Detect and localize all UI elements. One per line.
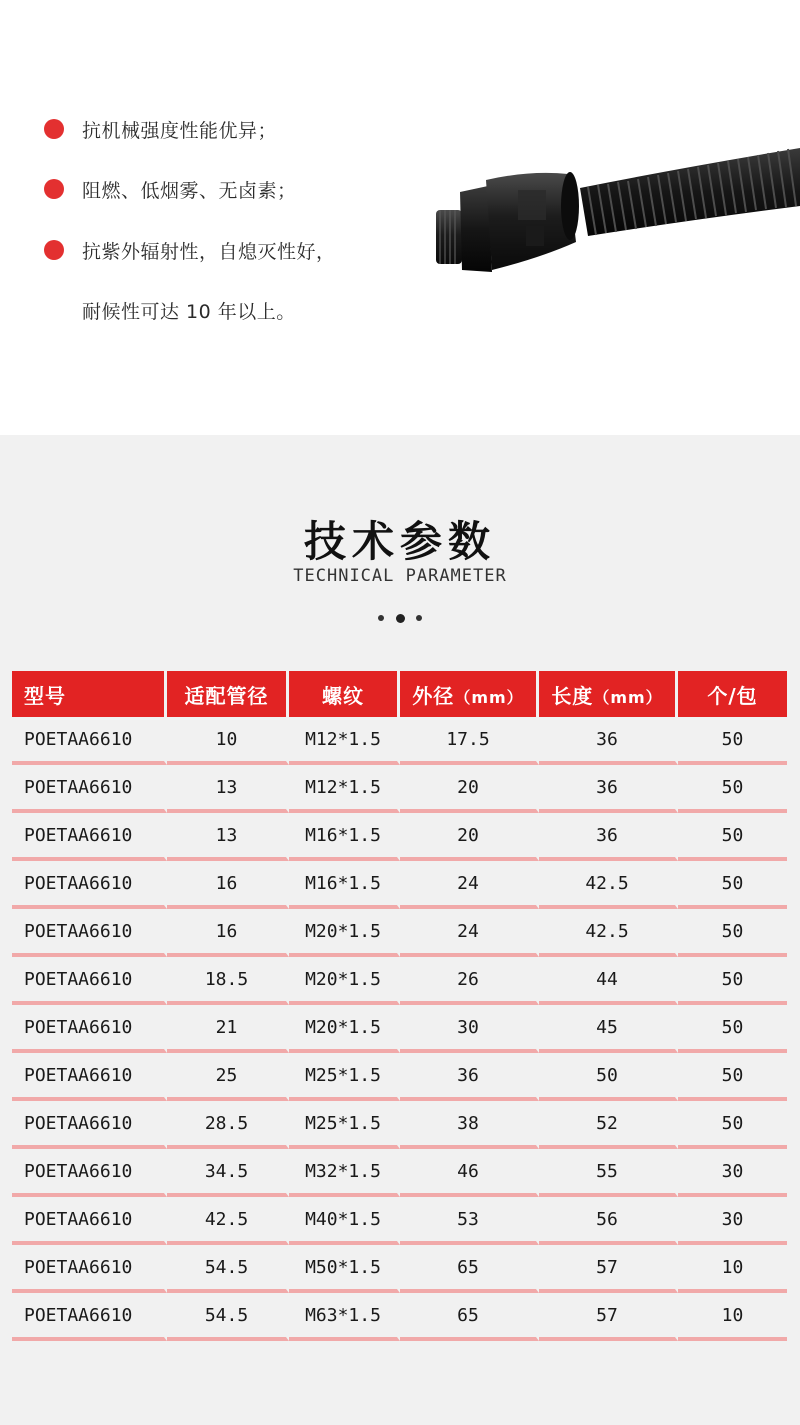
table-row — [12, 909, 787, 957]
cell-thread: M40*1.5 — [289, 1197, 400, 1245]
cell-thread: M20*1.5 — [289, 909, 400, 957]
cell-per-pack: 50 — [678, 861, 787, 909]
cell-per-pack: 50 — [678, 765, 787, 813]
cell-thread: M16*1.5 — [289, 813, 400, 861]
cell-length: 57 — [539, 1245, 678, 1293]
cell-outer-diameter: 38 — [400, 1101, 539, 1149]
feature-text: 抗紫外辐射性，自熄灭性好， — [82, 240, 336, 263]
table-row — [12, 957, 787, 1005]
cell-thread: M12*1.5 — [289, 717, 400, 765]
cell-per-pack: 10 — [678, 1245, 787, 1293]
cell-length: 57 — [539, 1293, 678, 1341]
cell-model: POETAA6610 — [12, 765, 167, 813]
cell-model: POETAA6610 — [12, 1245, 167, 1293]
cell-length: 56 — [539, 1197, 678, 1245]
cell-outer-diameter: 24 — [400, 861, 539, 909]
cell-pipe-size: 10 — [167, 717, 289, 765]
cell-per-pack: 30 — [678, 1197, 787, 1245]
cell-per-pack: 50 — [678, 957, 787, 1005]
cell-model: POETAA6610 — [12, 1197, 167, 1245]
table-row — [12, 1053, 787, 1101]
cell-pipe-size: 16 — [167, 861, 289, 909]
cell-thread: M25*1.5 — [289, 1053, 400, 1101]
cell-model: POETAA6610 — [12, 1293, 167, 1341]
cell-per-pack: 50 — [678, 1053, 787, 1101]
cell-outer-diameter: 26 — [400, 957, 539, 1005]
cell-per-pack: 50 — [678, 1005, 787, 1053]
cell-pipe-size: 54.5 — [167, 1293, 289, 1341]
feature-text-continuation: 耐候性可达 10 年以上。 — [82, 301, 296, 323]
cell-pipe-size: 28.5 — [167, 1101, 289, 1149]
cell-outer-diameter: 65 — [400, 1245, 539, 1293]
cell-thread: M50*1.5 — [289, 1245, 400, 1293]
cell-pipe-size: 13 — [167, 813, 289, 861]
table-row — [12, 717, 787, 765]
cell-outer-diameter: 17.5 — [400, 717, 539, 765]
dots-divider-icon — [378, 613, 422, 623]
cell-model: POETAA6610 — [12, 717, 167, 765]
cell-model: POETAA6610 — [12, 861, 167, 909]
table-row — [12, 1293, 787, 1341]
cell-per-pack: 50 — [678, 813, 787, 861]
cell-length: 36 — [539, 765, 678, 813]
spec-table — [12, 671, 787, 1341]
cell-per-pack: 10 — [678, 1293, 787, 1341]
cell-outer-diameter: 65 — [400, 1293, 539, 1341]
cell-pipe-size: 18.5 — [167, 957, 289, 1005]
cell-model: POETAA6610 — [12, 1005, 167, 1053]
cell-per-pack: 30 — [678, 1149, 787, 1197]
cell-model: POETAA6610 — [12, 909, 167, 957]
cell-length: 45 — [539, 1005, 678, 1053]
cell-outer-diameter: 53 — [400, 1197, 539, 1245]
cell-per-pack: 50 — [678, 717, 787, 765]
bullet-dot-icon — [44, 240, 64, 260]
cell-pipe-size: 16 — [167, 909, 289, 957]
table-row — [12, 813, 787, 861]
cell-length: 55 — [539, 1149, 678, 1197]
table-row — [12, 861, 787, 909]
bullet-dot-icon — [44, 119, 64, 139]
cell-outer-diameter: 36 — [400, 1053, 539, 1101]
section-subtitle: TECHNICAL PARAMETER — [293, 566, 507, 586]
cell-thread: M25*1.5 — [289, 1101, 400, 1149]
table-header-row — [12, 671, 787, 717]
header-length: 长度（mm） — [539, 671, 678, 717]
header-thread: 螺纹 — [289, 671, 400, 717]
table-row — [12, 765, 787, 813]
cell-length: 44 — [539, 957, 678, 1005]
cell-length: 36 — [539, 813, 678, 861]
feature-item — [44, 117, 277, 141]
header-outer-diameter: 外径（mm） — [400, 671, 539, 717]
technical-parameter-section — [0, 435, 800, 1425]
section-title: 技术参数 — [303, 517, 496, 566]
cell-outer-diameter: 20 — [400, 813, 539, 861]
header-pipe-size: 适配管径 — [167, 671, 289, 717]
cell-thread: M16*1.5 — [289, 861, 400, 909]
table-row — [12, 1149, 787, 1197]
cell-outer-diameter: 46 — [400, 1149, 539, 1197]
cell-model: POETAA6610 — [12, 1053, 167, 1101]
features-section — [0, 0, 800, 435]
cell-outer-diameter: 20 — [400, 765, 539, 813]
cell-outer-diameter: 24 — [400, 909, 539, 957]
cell-model: POETAA6610 — [12, 813, 167, 861]
cell-thread: M63*1.5 — [289, 1293, 400, 1341]
header-per-pack: 个/包 — [678, 671, 787, 717]
cell-pipe-size: 25 — [167, 1053, 289, 1101]
cell-model: POETAA6610 — [12, 1149, 167, 1197]
cell-per-pack: 50 — [678, 909, 787, 957]
feature-text: 抗机械强度性能优异； — [82, 119, 278, 142]
cell-per-pack: 50 — [678, 1101, 787, 1149]
cell-pipe-size: 21 — [167, 1005, 289, 1053]
cell-thread: M20*1.5 — [289, 957, 400, 1005]
product-image-conduit-connector — [430, 140, 800, 290]
feature-text: 阻燃、低烟雾、无卤素； — [82, 179, 297, 202]
table-row — [12, 1245, 787, 1293]
cell-thread: M12*1.5 — [289, 765, 400, 813]
cell-pipe-size: 54.5 — [167, 1245, 289, 1293]
cell-model: POETAA6610 — [12, 957, 167, 1005]
cell-thread: M20*1.5 — [289, 1005, 400, 1053]
cell-pipe-size: 13 — [167, 765, 289, 813]
feature-item — [44, 177, 297, 201]
cell-length: 42.5 — [539, 861, 678, 909]
table-row — [12, 1005, 787, 1053]
cell-length: 50 — [539, 1053, 678, 1101]
table-row — [12, 1197, 787, 1245]
cell-pipe-size: 34.5 — [167, 1149, 289, 1197]
bullet-dot-icon — [44, 179, 64, 199]
cell-outer-diameter: 30 — [400, 1005, 539, 1053]
cell-length: 42.5 — [539, 909, 678, 957]
cell-model: POETAA6610 — [12, 1101, 167, 1149]
header-model: 型号 — [12, 671, 167, 717]
feature-item — [44, 238, 336, 262]
cell-thread: M32*1.5 — [289, 1149, 400, 1197]
cell-length: 36 — [539, 717, 678, 765]
cell-pipe-size: 42.5 — [167, 1197, 289, 1245]
cell-length: 52 — [539, 1101, 678, 1149]
table-row — [12, 1101, 787, 1149]
